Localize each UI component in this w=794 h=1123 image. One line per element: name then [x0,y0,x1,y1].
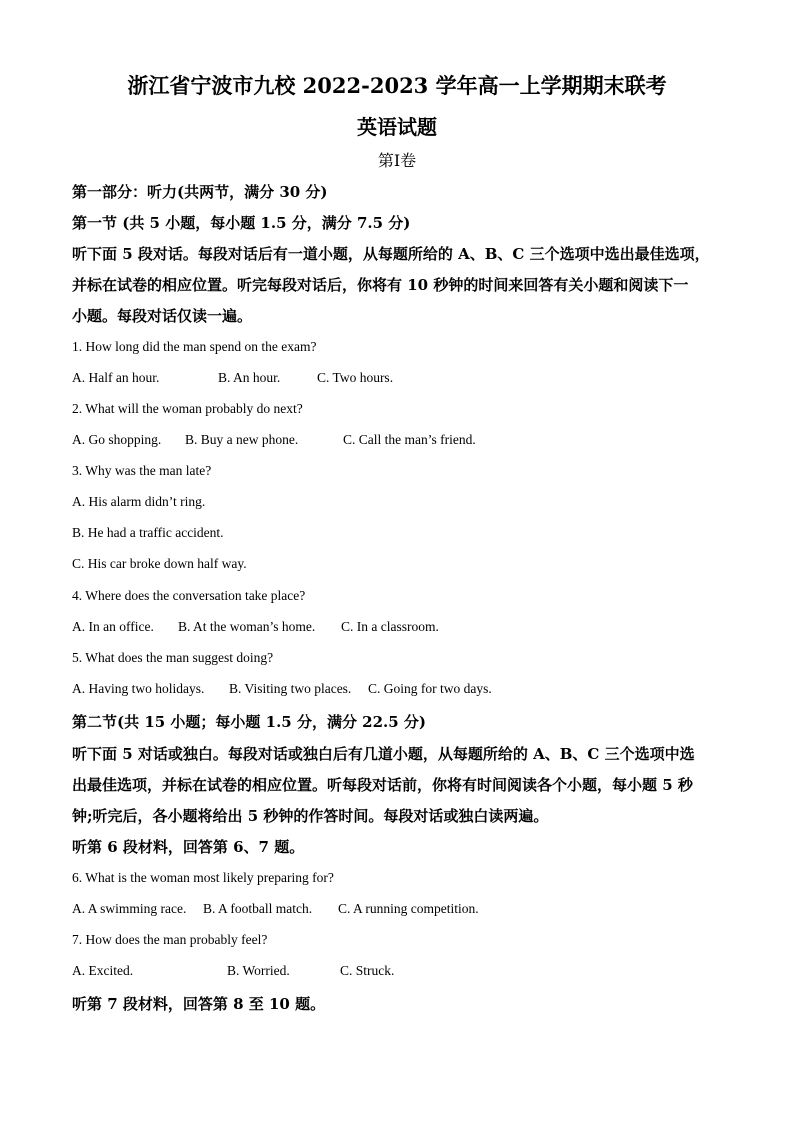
material-6-heading: 听第 6 段材料，回答第 6、7 题。 [72,838,305,856]
question-6-options [72,901,479,917]
question-4: 4. Where does the conversation take place? [72,588,306,603]
section1-instruction-line: 听下面 5 段对话。每段对话后有一道小题，从每题所给的 A、B、C 三个选项中选出最佳选项， [72,245,710,263]
question-1-options [72,370,393,386]
option-b: B. At the woman’s home. [178,619,316,634]
option-a: A. Having two holidays. [72,681,205,696]
option-a: A. Go shopping. [72,432,162,447]
option-b: B. An hour. [218,370,281,385]
option-a: A. His alarm didn’t ring. [72,494,206,509]
section1-instruction-line: 并标在试卷的相应位置。听完每段对话后，你将有 10 秒钟的时间来回答有关小题和阅读下一 [72,276,689,294]
question-5: 5. What does the man suggest doing? [72,650,274,665]
section2-heading: 第二节(共 15 小题；每小题 1.5 分，满分 22.5 分) [72,713,427,731]
option-a: A. Half an hour. [72,370,160,385]
option-a: A. In an office. [72,619,154,634]
question-6: 6. What is the woman most likely preparing for? [72,870,334,885]
question-7: 7. How does the man probably feel? [72,932,268,947]
option-a: A. A swimming race. [72,901,187,916]
option-c: C. Struck. [340,963,395,978]
option-c: C. A running competition. [338,901,479,916]
question-2-options [72,432,476,448]
option-b: B. Buy a new phone. [185,432,299,447]
question-5-options [72,681,492,697]
section1-heading: 第一节 (共 5 小题，每小题 1.5 分，满分 7.5 分) [72,214,411,232]
question-2: 2. What will the woman probably do next? [72,401,303,416]
option-b: B. He had a traffic accident. [72,525,224,540]
section2-instruction-line: 听下面 5 对话或独白。每段对话或独白后有几道小题，从每题所给的 A、B、C 三个选项中选 [72,745,695,763]
section2-instruction-line: 出最佳选项，并标在试卷的相应位置。听每段对话前，你将有时间阅读各个小题，每小题 5 秒 [72,776,693,794]
exam-volume: 第Ⅰ卷 [377,151,417,170]
option-b: B. Visiting two places. [229,681,352,696]
part1-heading: 第一部分：听力(共两节，满分 30 分) [72,183,328,201]
exam-title: 浙江省宁波市九校 2022-2023 学年高一上学期期末联考 [127,73,667,98]
question-3: 3. Why was the man late? [72,463,212,478]
material-7-heading: 听第 7 段材料，回答第 8 至 10 题。 [72,995,326,1013]
option-c: C. His car broke down half way. [72,556,247,571]
option-c: C. Two hours. [317,370,394,385]
question-1: 1. How long did the man spend on the exam? [72,339,317,354]
option-c: C. Going for two days. [368,681,492,696]
exam-subject: 英语试题 [357,115,437,139]
question-4-options [72,619,439,635]
option-b: B. A football match. [203,901,313,916]
section1-instruction-line: 小题。每段对话仅读一遍。 [72,307,253,325]
option-b: B. Worried. [227,963,290,978]
option-a: A. Excited. [72,963,134,978]
option-c: C. In a classroom. [341,619,439,634]
section2-instruction-line: 钟;听完后，各小题将给出 5 秒钟的作答时间。每段对话或独白读两遍。 [72,807,549,825]
option-c: C. Call the man’s friend. [343,432,476,447]
question-7-options [72,963,394,979]
